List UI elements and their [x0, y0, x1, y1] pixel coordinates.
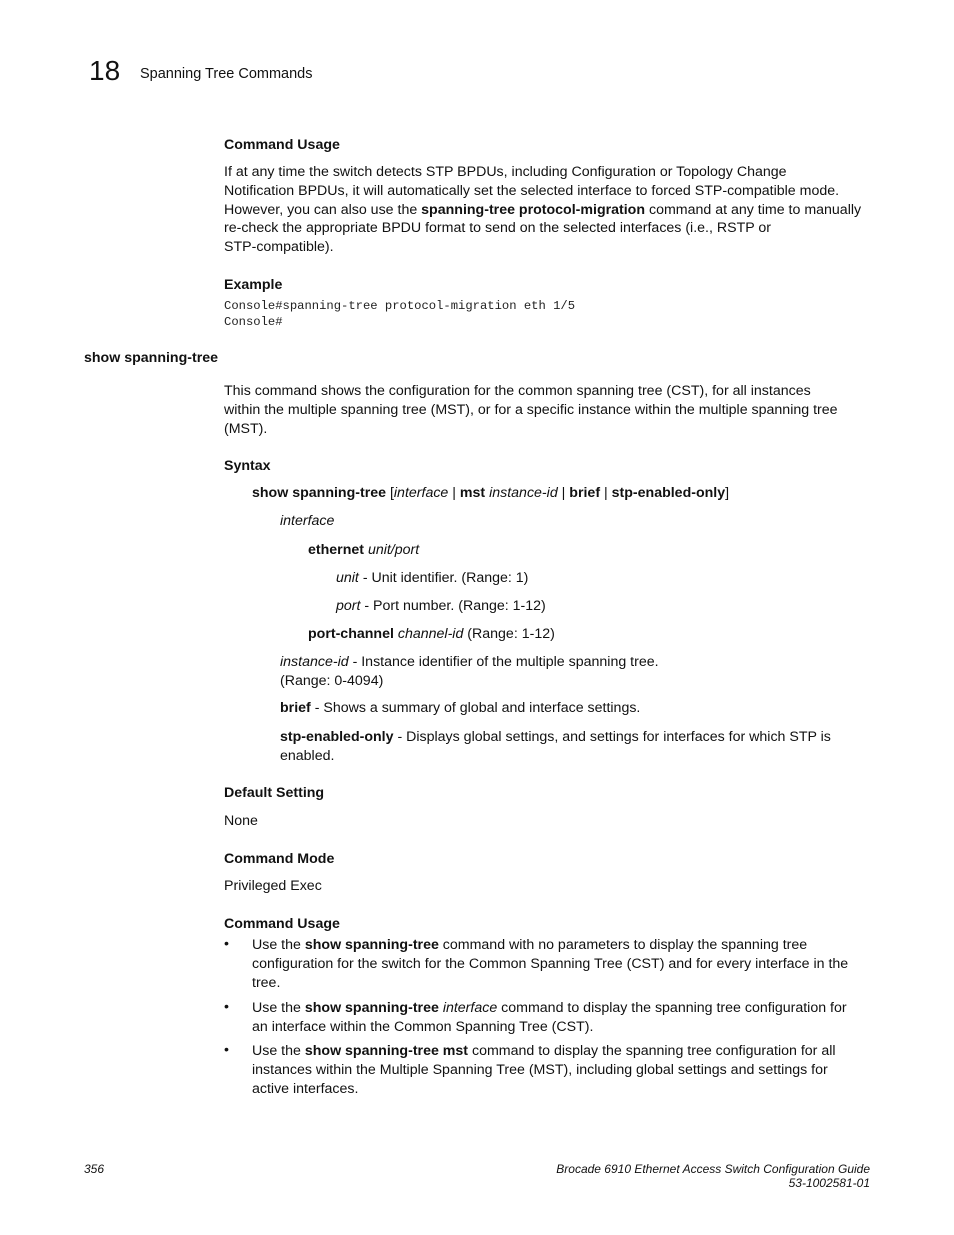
param-port: port - Port number. (Range: 1-12): [336, 598, 546, 614]
command-title: show spanning-tree: [84, 350, 219, 366]
usage-heading-2: Command Usage: [224, 916, 340, 932]
bullet-icon: •: [224, 999, 229, 1015]
chapter-title: Spanning Tree Commands: [140, 66, 313, 82]
bullet-icon: •: [224, 936, 229, 952]
usage-bullet-3: Use the show spanning-tree mst command to display the spanning tree configuration for all instances within the Multiple Spanning Tree (MST), including global settings and settings for active interfaces.: [252, 1043, 836, 1097]
page-number: 356: [84, 1162, 105, 1176]
command-mode-value: Privileged Exec: [224, 878, 322, 894]
example-code: Console#spanning-tree protocol-migration eth 1/5 Console#: [224, 299, 576, 329]
example-heading: Example: [224, 277, 283, 293]
param-stp-enabled-only: stp-enabled-only - Displays global settings, and settings for interfaces for which STP is enabled.: [280, 729, 831, 764]
param-unit: unit - Unit identifier. (Range: 1): [336, 570, 529, 586]
command-description: This command shows the configuration for the common spanning tree (CST), for all instances within the multiple spanning tree (MST), or for a specific instance within the multiple spanning tree (MST).: [224, 383, 838, 437]
usage-bullet-2: Use the show spanning-tree interface command to display the spanning tree configuration for an interface within the Common Spanning Tree (CST).: [252, 1000, 847, 1035]
param-ethernet: ethernet unit/port: [308, 542, 420, 558]
param-instance-id: instance-id - Instance identifier of the multiple spanning tree. (Range: 0-4094): [280, 654, 659, 689]
chapter-number: 18: [89, 55, 121, 86]
param-brief: brief - Shows a summary of global and interface settings.: [280, 700, 641, 716]
default-setting-value: None: [224, 813, 258, 829]
syntax-heading: Syntax: [224, 458, 271, 474]
usage-heading: Command Usage: [224, 137, 340, 153]
usage-bullet-1: Use the show spanning-tree command with no parameters to display the spanning tree configuration for the switch for the Common Spanning Tree (CST) and for every interface in the tree.: [252, 937, 849, 991]
param-port-channel: port-channel channel-id (Range: 1-12): [308, 626, 555, 642]
footer-guide-title: Brocade 6910 Ethernet Access Switch Configuration Guide 53-1002581-01: [556, 1162, 870, 1190]
syntax-line: show spanning-tree [interface | mst instance-id | brief | stp-enabled-only]: [252, 485, 730, 501]
bullet-icon: •: [224, 1042, 229, 1058]
param-interface: interface: [280, 513, 335, 529]
command-mode-heading: Command Mode: [224, 851, 335, 867]
default-setting-heading: Default Setting: [224, 785, 325, 801]
usage-paragraph: If at any time the switch detects STP BPDUs, including Configuration or Topology Change Notification BPDUs, it will automatically set the selected interface to forced STP-compatible mode. However, you can also use the spanning-tree protocol-migration command at any time to manually re-check the appropriate BPDU format to send on the selected interfaces (i.e., RSTP or STP-compatible).: [224, 164, 862, 256]
